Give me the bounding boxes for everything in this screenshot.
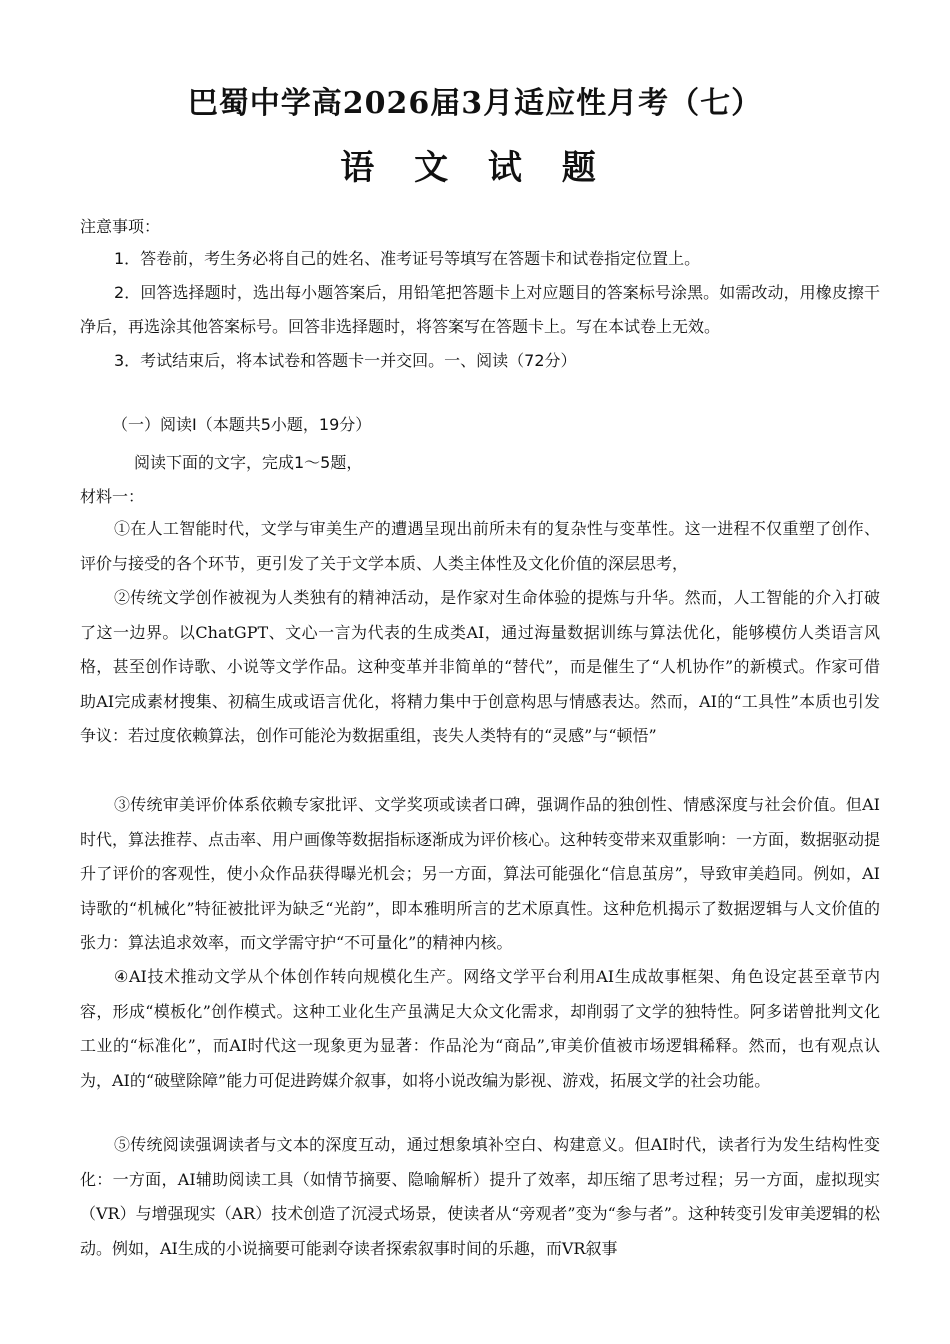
notice-heading: 注意事项： <box>80 217 161 236</box>
material-label: 材料一： <box>80 487 145 506</box>
paragraph-1: ①在人工智能时代，文学与审美生产的遭遇呈现出前所未有的复杂性与变革性。这一进程不仅重塑了创作、评价与接受的各个环节，更引发了关于文学本质、人类主体性及文化价值的深层思考， <box>80 519 880 573</box>
notice-item-3: 3．考试结束后，将本试卷和答题卡一并交回。一、阅读（72分） <box>114 351 577 370</box>
section-heading: （一）阅读Ⅰ（本题共5小题，19分） <box>112 415 372 434</box>
paragraph-4: ④AI技术推动文学从个体创作转向规模化生产。网络文学平台利用AI生成故事框架、角色设定甚至章节内容，形成“模板化”创作模式。这种工业化生产虽满足大众文化需求，却削弱了文学的独特性。阿多诺曾批判文化工业的“标准化”，而AI时代这一现象更为显著：作品沦为“商品”,审美价值被市场逻辑稀释。然而，也有观点认为，AI的“破壁除障”能力可促进跨媒介叙事，如将小说改编为影视、游戏，拓展文学的社会功能。 <box>80 967 880 1090</box>
exam-title: 巴蜀中学高2026届3月适应性月考（七） <box>187 86 763 121</box>
notice-item-2: 2．回答选择题时，选出每小题答案后，用铅笔把答题卡上对应题目的答案标号涂黑。如需改动，用橡皮擦干净后，再选涂其他答案标号。回答非选择题时，将答案写在答题卡上。写在本试卷上无效。 <box>80 283 880 336</box>
paragraph-5: ⑤传统阅读强调读者与文本的深度互动，通过想象填补空白、构建意义。但AI时代，读者行为发生结构性变化：一方面，AI辅助阅读工具（如情节摘要、隐喻解析）提升了效率，却压缩了思考过程；另一方面，虚拟现实（VR）与增强现实（AR）技术创造了沉浸式场景，使读者从“旁观者”变为“参与者”。这种转变引发审美逻辑的松动。例如，AI生成的小说摘要可能剥夺读者探索叙事时间的乐趣，而VR叙事 <box>80 1135 880 1258</box>
paragraph-3: ③传统审美评价体系依赖专家批评、文学奖项或读者口碑，强调作品的独创性、情感深度与社会价值。但AI时代，算法推荐、点击率、用户画像等数据指标逐渐成为评价核心。这种转变带来双重影响：一方面，数据驱动提升了评价的客观性，使小众作品获得曝光机会；另一方面，算法可能强化“信息茧房”，导致审美趋同。例如，AI诗歌的“机械化”特征被批评为缺乏“光韵”，即本雅明所言的艺术原真性。这种危机揭示了数据逻辑与人文价值的张力：算法追求效率，而文学需守护“不可量化”的精神内核。 <box>80 795 881 952</box>
exam-subtitle: 语 文 试 题 <box>340 148 610 188</box>
paragraph-2: ②传统文学创作被视为人类独有的精神活动，是作家对生命体验的提炼与升华。然而，人工智能的介入打破了这一边界。以ChatGPT、文心一言为代表的生成类AI，通过海量数据训练与算法优化，能够模仿人类语言风格，甚至创作诗歌、小说等文学作品。这种变革并非简单的“替代”，而是催生了“人机协作”的新模式。作家可借助AI完成素材搜集、初稿生成或语言优化，将精力集中于创意构思与情感表达。然而，AI的“工具性”本质也引发争议：若过度依赖算法，创作可能沦为数据重组，丧失人类特有的“灵感”与“顿悟” <box>80 588 880 745</box>
section-instruction: 阅读下面的文字，完成1～5题， <box>134 453 363 472</box>
notice-item-1: 1．答卷前，考生务必将自己的姓名、准考证号等填写在答题卡和试卷指定位置上。 <box>114 249 701 268</box>
